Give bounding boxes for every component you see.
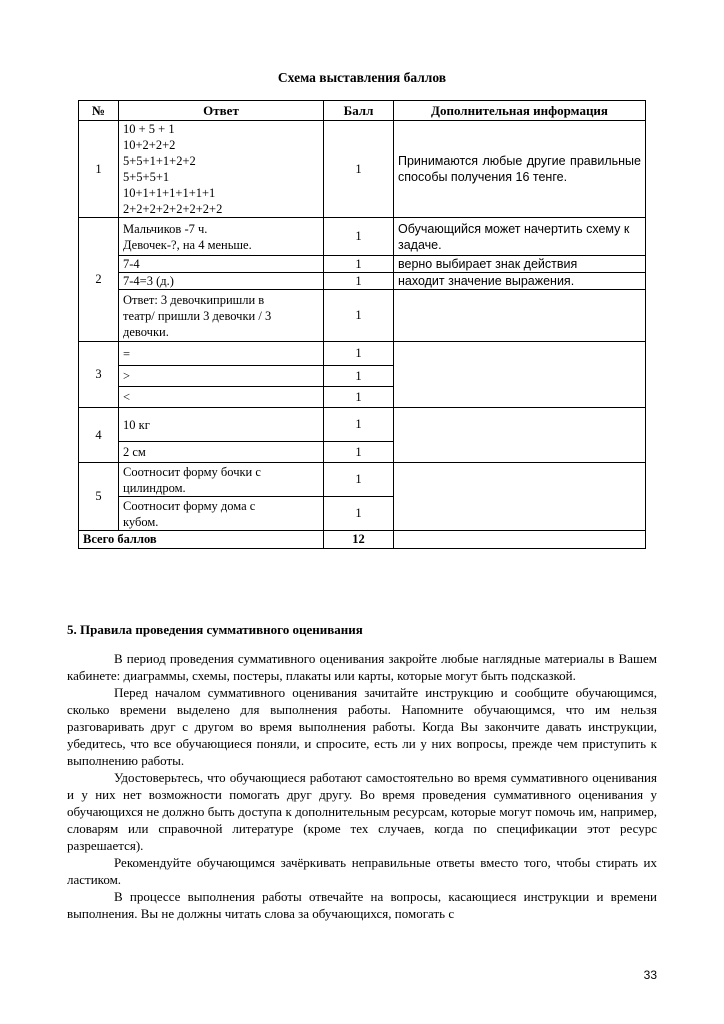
answer-line: < xyxy=(123,390,131,404)
header-points: Балл xyxy=(324,101,394,121)
total-row xyxy=(79,531,646,549)
table-row xyxy=(79,408,646,442)
answer-cell xyxy=(119,387,324,408)
page-title: Схема выставления баллов xyxy=(277,70,447,85)
paragraph: В период проведения суммативного оценивания закройте любые наглядные материалы в Вашем кабинете: диаграммы, схемы, постеры, плакаты или карты, которые могут быть подсказкой. xyxy=(67,651,657,683)
table-row xyxy=(79,342,646,366)
points-cell: 1 xyxy=(324,121,394,218)
answer-line: цилиндром. xyxy=(123,480,186,495)
total-value: 12 xyxy=(324,531,394,549)
points-cell: 1 xyxy=(324,218,394,256)
answer-line: Мальчиков -7 ч. xyxy=(123,221,208,236)
table-row xyxy=(79,256,646,273)
answer-line: 10+1+1+1+1+1+1 xyxy=(123,186,216,200)
info-cell xyxy=(394,463,646,531)
answer-line: Девочек-?, на 4 меньше. xyxy=(123,237,252,252)
answer-line: Ответ: 3 девочкипришли в xyxy=(123,292,265,307)
paragraph: Удостоверьтесь, что обучающиеся работают самостоятельно во время суммативного оценивания и у них нет возможности помогать друг другу. Во время проведения суммативного оценивания у обучающихся не должно быть доступа к дополнительным ресурсам, которые могут помочь им, например, словарям или справочной литературе (кроме тех случаев, когда по спецификации этот ресурс разрешается). xyxy=(67,770,657,853)
table-row xyxy=(79,290,646,342)
table-row xyxy=(79,218,646,256)
points-cell: 1 xyxy=(324,256,394,273)
answer-line: 2+2+2+2+2+2+2+2 xyxy=(123,202,223,216)
answer-line: 10 кг xyxy=(123,417,150,432)
paragraph: В процессе выполнения работы отвечайте на вопросы, касающиеся инструкции и времени выполнения. Вы не должны читать слова за обучающихся, помогать с xyxy=(67,889,657,921)
answer-cell xyxy=(119,497,324,531)
answer-line: девочки. xyxy=(123,324,169,339)
info-cell xyxy=(394,121,646,218)
points-cell: 1 xyxy=(324,408,394,442)
answer-line: 7-4 xyxy=(123,257,140,271)
paragraph: Рекомендуйте обучающимся зачёркивать неправильные ответы вместо того, чтобы стирать их ластиком. xyxy=(67,855,657,887)
answer-line: 5+5+5+1 xyxy=(123,170,170,184)
info-text: Принимаются любые другие правильные способы получения 16 тенге. xyxy=(398,154,641,184)
total-label: Всего баллов xyxy=(79,531,324,549)
points-cell: 1 xyxy=(324,463,394,497)
answer-line: Соотносит форму дома с xyxy=(123,498,256,513)
header-info: Дополнительная информация xyxy=(394,101,646,121)
answer-cell xyxy=(119,408,324,442)
info-cell xyxy=(394,408,646,463)
points-cell: 1 xyxy=(324,366,394,387)
answer-cell xyxy=(119,342,324,366)
answer-cell xyxy=(119,290,324,342)
info-cell xyxy=(394,290,646,342)
task-number: 3 xyxy=(79,342,119,408)
answer-line: 7-4=3 (д.) xyxy=(123,274,174,288)
answer-line: 10 + 5 + 1 xyxy=(123,122,175,136)
task-number: 1 xyxy=(79,121,119,218)
table-row xyxy=(79,463,646,497)
section-body xyxy=(67,650,657,922)
answer-line: 2 см xyxy=(123,445,146,459)
answer-cell xyxy=(119,463,324,497)
table-row xyxy=(79,273,646,290)
points-cell: 1 xyxy=(324,290,394,342)
section-heading: 5. Правила проведения суммативного оценивания xyxy=(67,622,363,637)
info-cell: верно выбирает знак действия xyxy=(394,256,646,273)
answer-cell xyxy=(119,218,324,256)
answer-line: театр/ пришли 3 девочки / 3 xyxy=(123,308,272,323)
points-cell: 1 xyxy=(324,342,394,366)
points-cell: 1 xyxy=(324,387,394,408)
table-header-row xyxy=(79,101,646,121)
answer-line: = xyxy=(123,346,131,361)
answer-cell xyxy=(119,442,324,463)
points-cell: 1 xyxy=(324,497,394,531)
answer-cell xyxy=(119,256,324,273)
info-cell: Обучающийся может начертить схему к задаче. xyxy=(394,218,646,256)
answer-cell xyxy=(119,121,324,218)
answer-line: Соотносит форму бочки с xyxy=(123,464,261,479)
task-number: 2 xyxy=(79,218,119,342)
table-row xyxy=(79,121,646,218)
points-cell: 1 xyxy=(324,273,394,290)
paragraph: Перед началом суммативного оценивания зачитайте инструкцию и сообщите обучающимся, сколько времени выделено для выполнения работы. Напомните обучающимся, что им нельзя разговаривать друг с другом во время выполнения работы. Когда Вы закончите давать инструкции, убедитесь, что все обучающиеся поняли, и спросите, есть ли у них вопросы, прежде чем приступить к выполнению работы. xyxy=(67,685,657,768)
answer-line: кубом. xyxy=(123,514,159,529)
info-cell xyxy=(394,342,646,408)
answer-line: > xyxy=(123,369,131,383)
header-number: № xyxy=(79,101,119,121)
total-info-cell xyxy=(394,531,646,549)
page-number: 33 xyxy=(643,968,657,982)
answer-line: 5+5+1+1+2+2 xyxy=(123,154,196,168)
answer-cell xyxy=(119,366,324,387)
task-number: 5 xyxy=(79,463,119,531)
header-answer: Ответ xyxy=(119,101,324,121)
points-cell: 1 xyxy=(324,442,394,463)
answer-line: 10+2+2+2 xyxy=(123,138,176,152)
score-table xyxy=(78,100,646,549)
answer-cell xyxy=(119,273,324,290)
info-cell: находит значение выражения. xyxy=(394,273,646,290)
task-number: 4 xyxy=(79,408,119,463)
